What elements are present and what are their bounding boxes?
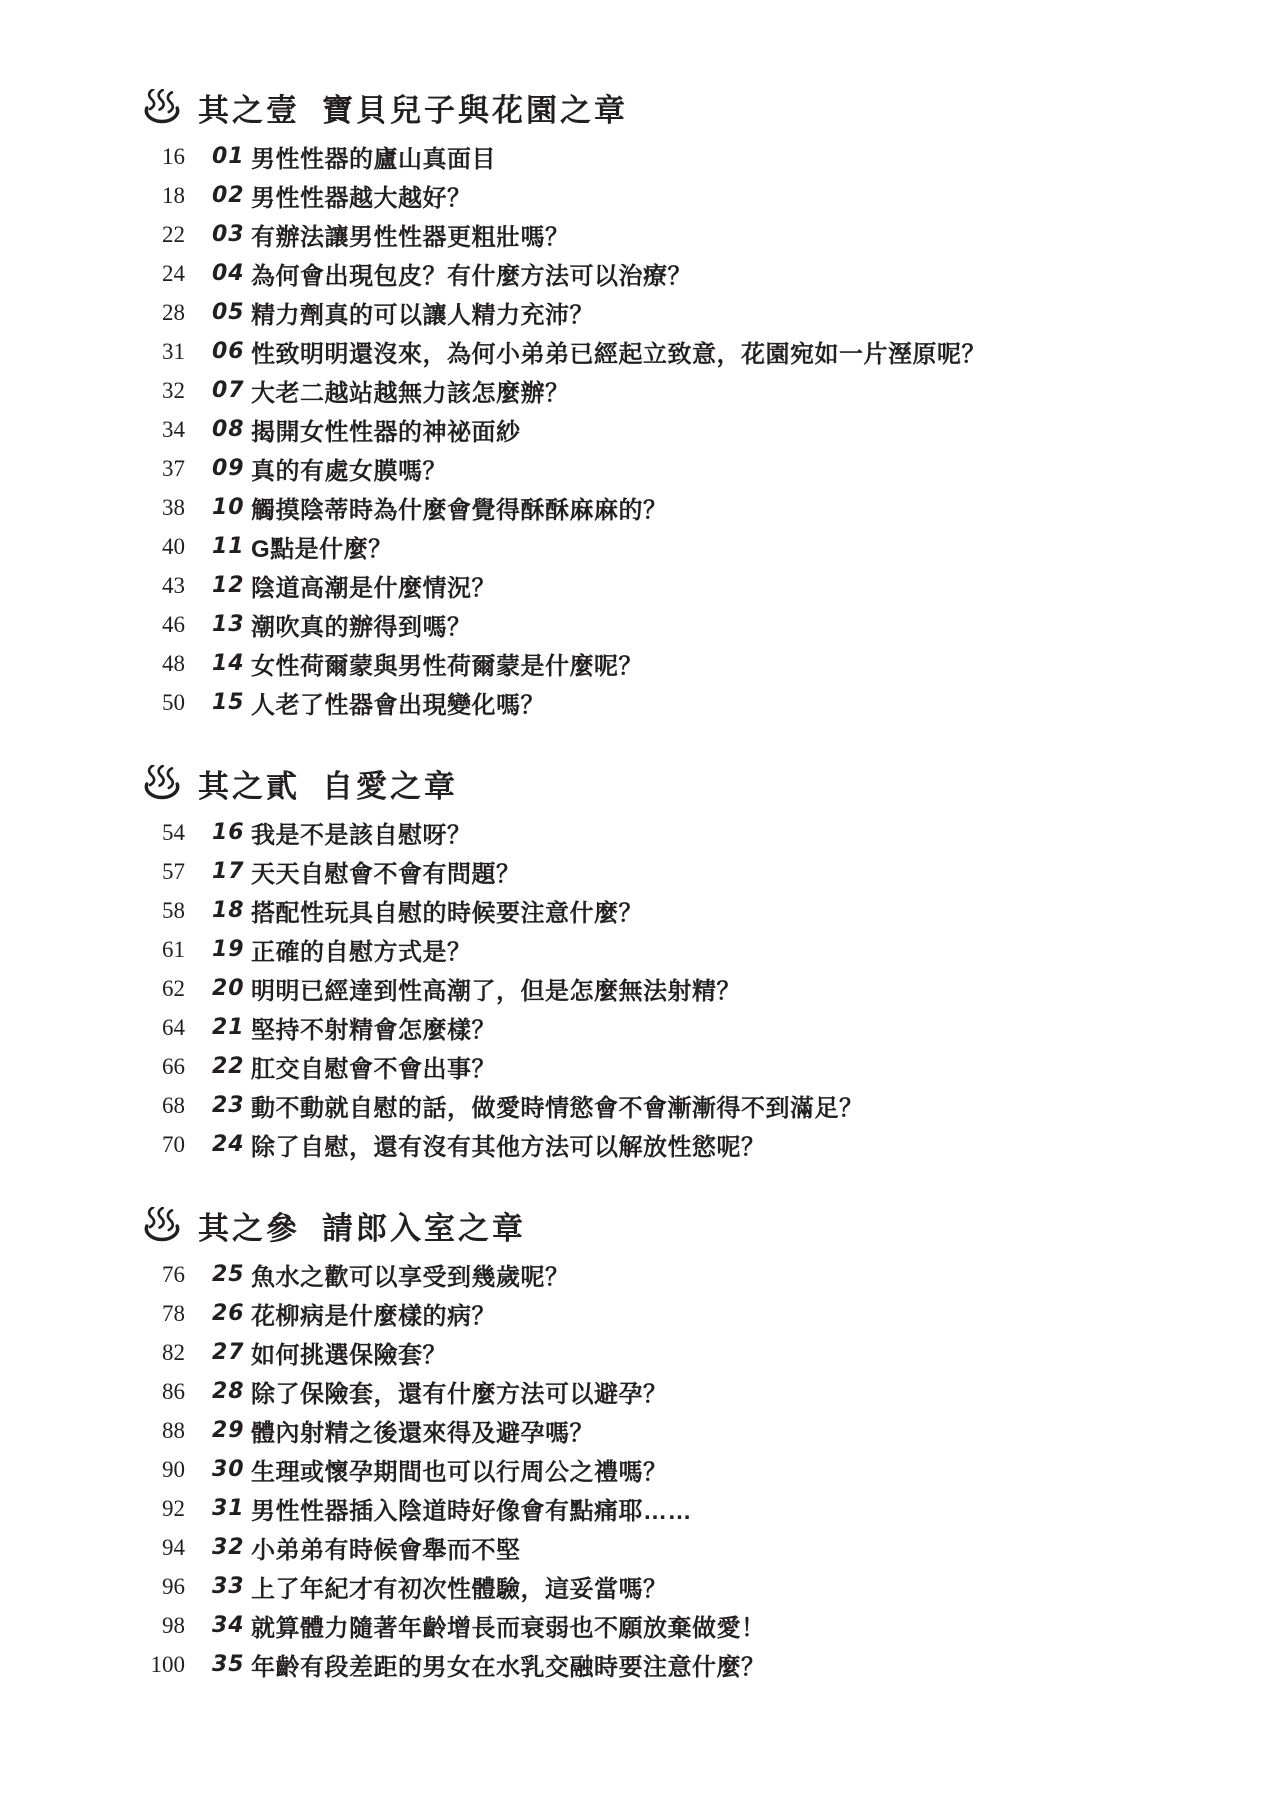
toc-section [125, 1204, 1240, 1684]
entry-title: 花柳病是什麼樣的病？ [251, 1303, 496, 1330]
entry-title: 為何會出現包皮？有什麼方法可以治療？ [251, 263, 692, 290]
page-number: 58 [162, 897, 185, 923]
entry-number: 28 [212, 1379, 245, 1404]
entry-number: 27 [212, 1340, 245, 1365]
toc-entry [125, 1294, 1240, 1333]
entry-title: G點是什麼？ [251, 536, 393, 563]
entry-number: 25 [212, 1262, 245, 1287]
entry-title: 體內射精之後還來得及避孕嗎？ [251, 1420, 594, 1447]
entry-number: 01 [212, 144, 245, 169]
hot-spring-icon [139, 1207, 185, 1243]
toc-entry [125, 1489, 1240, 1528]
toc-entry [125, 410, 1240, 449]
entry-title: 觸摸陰蒂時為什麼會覺得酥酥麻麻的？ [251, 497, 668, 524]
section-header [125, 86, 1240, 128]
entry-number: 10 [212, 495, 245, 520]
entry-number: 22 [212, 1054, 245, 1079]
page-number: 64 [162, 1014, 185, 1040]
toc-entry [125, 1255, 1240, 1294]
page-number: 88 [162, 1417, 185, 1443]
page-number: 18 [162, 182, 185, 208]
toc-entry [125, 683, 1240, 722]
page-number: 22 [162, 221, 185, 247]
entry-number: 20 [212, 976, 245, 1001]
entry-title: 陰道高潮是什麼情況？ [251, 575, 496, 602]
entry-title: 動不動就自慰的話，做愛時情慾會不會漸漸得不到滿足？ [251, 1095, 864, 1122]
page-number: 28 [162, 299, 185, 325]
entry-number: 31 [212, 1496, 245, 1521]
entry-number: 35 [212, 1652, 245, 1677]
entry-title: 精力劑真的可以讓人精力充沛？ [251, 302, 594, 329]
page-number: 37 [162, 455, 185, 481]
entry-title: 女性荷爾蒙與男性荷爾蒙是什麼呢？ [251, 653, 643, 680]
toc-entry [125, 293, 1240, 332]
section-number-label: 其之貳 [198, 768, 300, 804]
page-number: 24 [162, 260, 185, 286]
toc-entry [125, 1450, 1240, 1489]
entry-title: 有辦法讓男性性器更粗壯嗎？ [251, 224, 570, 251]
toc-entry [125, 644, 1240, 683]
toc-entry [125, 891, 1240, 930]
page-number: 86 [162, 1378, 185, 1404]
toc-entry [125, 1528, 1240, 1567]
entry-number: 11 [212, 534, 245, 559]
entry-number: 09 [212, 456, 245, 481]
entry-title: 人老了性器會出現變化嗎？ [251, 692, 545, 719]
entry-title: 年齡有段差距的男女在水乳交融時要注意什麼？ [251, 1654, 766, 1681]
page-number: 16 [162, 143, 185, 169]
page-number: 94 [162, 1534, 185, 1560]
page-number: 61 [162, 936, 185, 962]
section-items [125, 813, 1240, 1164]
toc-section [125, 86, 1240, 722]
entry-title: 堅持不射精會怎麼樣？ [251, 1017, 496, 1044]
entry-number: 12 [212, 573, 245, 598]
page-number: 78 [162, 1300, 185, 1326]
section-title: 寶貝兒子與花園之章 [322, 92, 628, 128]
entry-title: 男性性器越大越好？ [251, 185, 472, 212]
toc-entry [125, 566, 1240, 605]
entry-number: 02 [212, 183, 245, 208]
page-number: 70 [162, 1131, 185, 1157]
entry-title: 男性性器插入陰道時好像會有點痛耶…… [251, 1498, 692, 1525]
entry-number: 21 [212, 1015, 245, 1040]
toc-entry [125, 1372, 1240, 1411]
page-number: 90 [162, 1456, 185, 1482]
page-number: 62 [162, 975, 185, 1001]
entry-number: 26 [212, 1301, 245, 1326]
toc-entry [125, 449, 1240, 488]
toc-entry [125, 332, 1240, 371]
page-number: 54 [162, 819, 185, 845]
toc-entry [125, 1125, 1240, 1164]
entry-number: 13 [212, 612, 245, 637]
page-number: 40 [162, 533, 185, 559]
toc-entry [125, 852, 1240, 891]
entry-title: 我是不是該自慰呀？ [251, 822, 472, 849]
entry-title: 天天自慰會不會有問題？ [251, 861, 521, 888]
entry-title: 男性性器的廬山真面目 [251, 146, 496, 173]
entry-number: 23 [212, 1093, 245, 1118]
toc-entry [125, 1086, 1240, 1125]
section-header [125, 1204, 1240, 1246]
toc-sections [125, 86, 1240, 1684]
entry-number: 29 [212, 1418, 245, 1443]
entry-number: 16 [212, 820, 245, 845]
page-number: 48 [162, 650, 185, 676]
toc-entry [125, 176, 1240, 215]
toc-entry [125, 1606, 1240, 1645]
entry-title: 揭開女性性器的神祕面紗 [251, 419, 521, 446]
page-number: 100 [150, 1651, 185, 1677]
entry-title: 除了保險套，還有什麼方法可以避孕？ [251, 1381, 668, 1408]
section-title: 自愛之章 [322, 768, 458, 804]
entry-number: 30 [212, 1457, 245, 1482]
entry-title: 肛交自慰會不會出事？ [251, 1056, 496, 1083]
entry-number: 06 [212, 339, 245, 364]
toc-entry [125, 1047, 1240, 1086]
toc-entry [125, 215, 1240, 254]
toc-entry [125, 605, 1240, 644]
entry-title: 就算體力隨著年齡增長而衰弱也不願放棄做愛！ [251, 1615, 766, 1642]
entry-title: 魚水之歡可以享受到幾歲呢？ [251, 1264, 570, 1291]
page-number: 76 [162, 1261, 185, 1287]
page-number: 43 [162, 572, 185, 598]
entry-number: 18 [212, 898, 245, 923]
page-number: 34 [162, 416, 185, 442]
entry-number: 05 [212, 300, 245, 325]
entry-title: 真的有處女膜嗎？ [251, 458, 447, 485]
section-header [125, 762, 1240, 804]
toc-entry [125, 813, 1240, 852]
entry-number: 14 [212, 651, 245, 676]
entry-number: 15 [212, 690, 245, 715]
section-items [125, 137, 1240, 722]
entry-title: 大老二越站越無力該怎麼辦？ [251, 380, 570, 407]
entry-number: 24 [212, 1132, 245, 1157]
page-number: 50 [162, 689, 185, 715]
toc-section [125, 762, 1240, 1164]
entry-title: 正確的自慰方式是？ [251, 939, 472, 966]
toc-entry [125, 488, 1240, 527]
toc-entry [125, 1333, 1240, 1372]
section-title: 請郎入室之章 [322, 1210, 526, 1246]
toc-entry [125, 1645, 1240, 1684]
toc-entry [125, 1567, 1240, 1606]
entry-title: 搭配性玩具自慰的時候要注意什麼？ [251, 900, 643, 927]
page-number: 92 [162, 1495, 185, 1521]
entry-title: 性致明明還沒來，為何小弟弟已經起立致意，花園宛如一片溼原呢？ [251, 341, 986, 368]
hot-spring-icon [139, 89, 185, 125]
entry-title: 如何挑選保險套？ [251, 1342, 447, 1369]
toc-entry [125, 137, 1240, 176]
page-number: 31 [162, 338, 185, 364]
entry-number: 04 [212, 261, 245, 286]
page-number: 82 [162, 1339, 185, 1365]
entry-title: 上了年紀才有初次性體驗，這妥當嗎？ [251, 1576, 668, 1603]
toc-entry [125, 930, 1240, 969]
entry-number: 34 [212, 1613, 245, 1638]
entry-number: 19 [212, 937, 245, 962]
page-number: 32 [162, 377, 185, 403]
page-number: 66 [162, 1053, 185, 1079]
toc-entry [125, 1008, 1240, 1047]
entry-title: 小弟弟有時候會舉而不堅 [251, 1537, 521, 1564]
toc-entry [125, 527, 1240, 566]
page-number: 98 [162, 1612, 185, 1638]
toc-entry [125, 254, 1240, 293]
hot-spring-icon [139, 765, 185, 801]
entry-number: 08 [212, 417, 245, 442]
section-number-label: 其之參 [198, 1210, 300, 1246]
entry-number: 17 [212, 859, 245, 884]
section-number-label: 其之壹 [198, 92, 300, 128]
entry-title: 潮吹真的辦得到嗎？ [251, 614, 472, 641]
entry-title: 明明已經達到性高潮了，但是怎麼無法射精？ [251, 978, 741, 1005]
page-number: 46 [162, 611, 185, 637]
entry-title: 生理或懷孕期間也可以行周公之禮嗎？ [251, 1459, 668, 1486]
entry-number: 33 [212, 1574, 245, 1599]
entry-number: 07 [212, 378, 245, 403]
section-items [125, 1255, 1240, 1684]
page-number: 57 [162, 858, 185, 884]
page-number: 68 [162, 1092, 185, 1118]
toc-entry [125, 969, 1240, 1008]
toc-entry [125, 371, 1240, 410]
entry-title: 除了自慰，還有沒有其他方法可以解放性慾呢？ [251, 1134, 766, 1161]
toc-entry [125, 1411, 1240, 1450]
page-number: 38 [162, 494, 185, 520]
entry-number: 32 [212, 1535, 245, 1560]
page-number: 96 [162, 1573, 185, 1599]
entry-number: 03 [212, 222, 245, 247]
